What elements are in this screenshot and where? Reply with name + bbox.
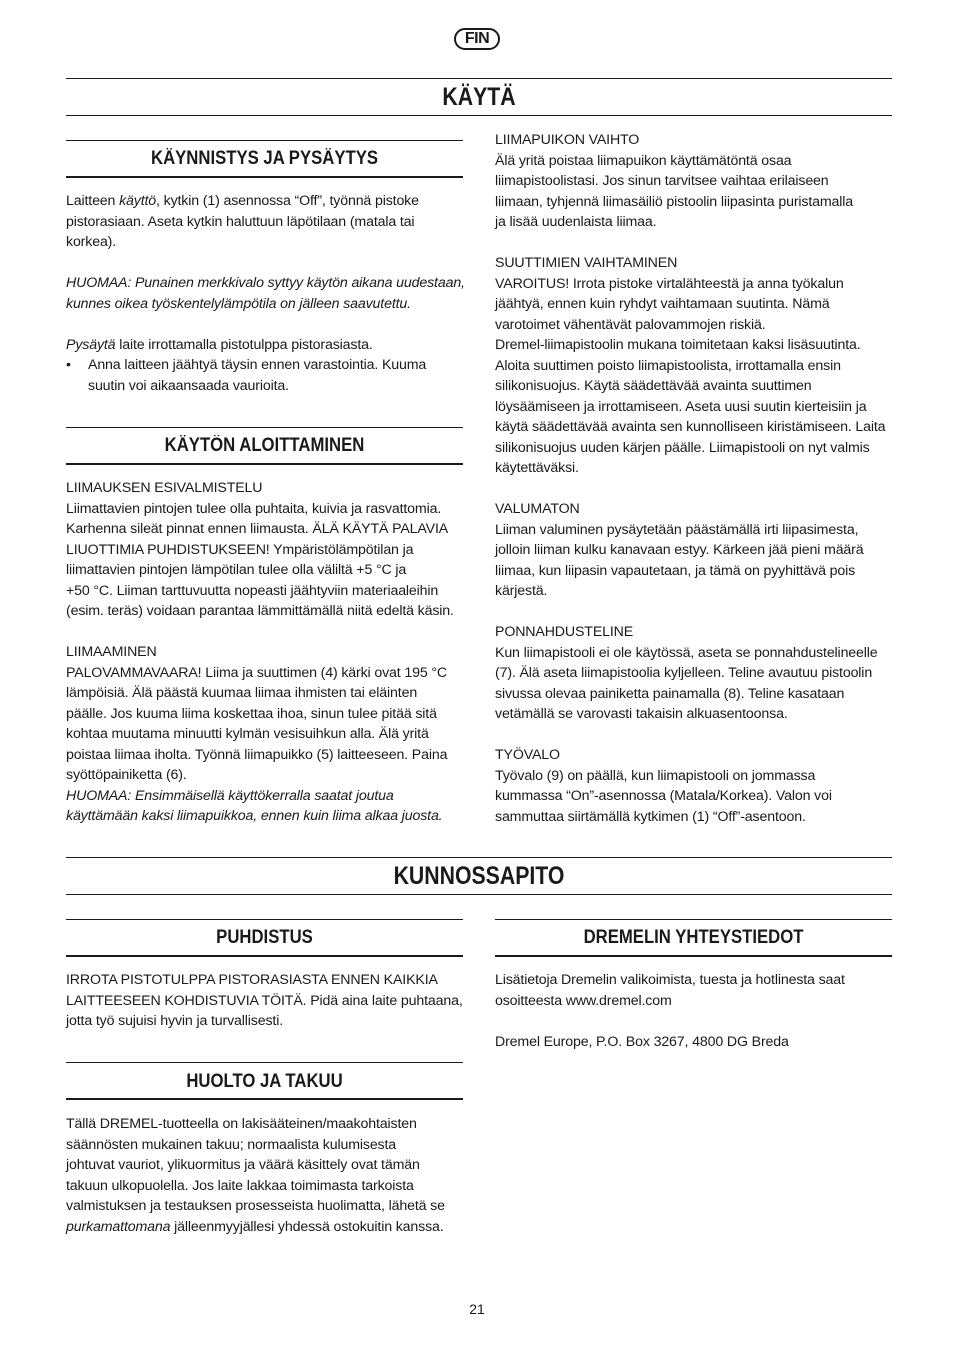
divider (66, 857, 892, 858)
kayta-right-column: LIIMAPUIKON VAIHTO Älä yritä poistaa liimapuikon käyttämätöntä osaa liimapistoolistasi. Jos sinun tarvitsee vaihtaa erilaiseen liimaan, tyhjennä liimasäiliö pistoolin liipasinta puristamalla ja lisää uudenlaista liimaa. SUUTTIMIEN VAIHTAMINEN VAROITUS! Irrota pistoke virtalähteestä ja anna työkalun jäähtyä, ennen kuin ryhdyt vaihtamaan suutinta. Nämä varotoimet vähentävät palovammojen riskiä. Dremel-liimapistoolin mukana toimitetaan kaksi lisäsuutinta. Aloita suuttimen poisto liimapistoolista, irrottamalla ensin silikonisuojus. Käytä säädettävää avainta suuttimen löysäämiseen ja irrottamiseen. Aseta uusi suutin kierteisiin ja käytä säädettävää avainta sen kunnolliseen kiristämiseen. Laita silikonisuojus uuden kärjen päälle. Liimapistooli on nyt valmis käytettäväksi. VALUMATON Liiman valuminen pysäytetään päästämällä irti liipasimesta, jolloin liiman kulku kanavaan estyy. Kärkeen jää pieni määrä liimaa, kun liipasin vapautetaan, ja tämä on pyyhittävä pois kärjestä. PONNAHDUSTELINE Kun liimapistooli ei ole käytössä, aseta se ponnahdustelineelle (7). Älä aseta liimapistoolia kyljelleen. Teline avautuu pistoolin sivussa olevaa painiketta painamalla (8). Teline kasataan vetämällä se varovasti takaisin alkuasentoonsa. TYÖVALO Työvalo (9) on päällä, kun liimapistooli on jommassa kummassa “On”-asennossa (Matala/Korkea). Valon voi sammuttaa siirtämällä kytkimen (1) “Off”-asentoon. (495, 132, 886, 825)
subsection-title-aloittaminen: KÄYTÖN ALOITTAMINEN (164, 435, 365, 456)
divider (66, 78, 892, 79)
section-title-kunnossapito: KUNNOSSAPITO (393, 862, 565, 890)
divider (495, 955, 892, 957)
list-item: • Anna laitteen jäähtyä täysin ennen varastointia. Kuuma suutin voi aikaansaada vaurioita. (66, 357, 427, 394)
divider (66, 463, 463, 465)
subsection-title-puhdistus: PUHDISTUS (216, 927, 313, 948)
subsection-title-huolto: HUOLTO JA TAKUU (186, 1071, 343, 1092)
puhdistus-body: IRROTA PISTOTULPPA PISTORASIASTA ENNEN KAIKKIA LAITTEESEEN KOHDISTUVIA TÖITÄ. Pidä aina laite puhtaana, jotta työ sujuisi hyvin ja turvallisesti. (66, 972, 463, 1029)
divider (66, 1062, 463, 1063)
divider (66, 1098, 463, 1100)
subsection-title-yhteystiedot: DREMELIN YHTEYSTIEDOT (583, 927, 804, 948)
page-number: 21 (469, 1301, 485, 1317)
language-badge: FIN (454, 28, 500, 50)
divider (495, 919, 892, 920)
divider (66, 955, 463, 957)
divider (66, 140, 463, 141)
divider (66, 894, 892, 895)
divider (66, 115, 892, 116)
kaynnistys-body: Laitteen käyttö, kytkin (1) asennossa “Off”, työnnä pistoke pistorasiaan. Aseta kytkin haluttuun läpötilaan (matala tai korkea). HUOMAA: Punainen merkkivalo syttyy käytön aikana uudestaan, kunnes oikea työskentelylämpötila on jälleen saavutettu. Pysäytä laite irrottamalla pistotulppa pistorasiasta. • Anna laitteen jäähtyä täysin ennen varastointia. Kuuma suutin voi aikaansaada vaurioita. (66, 191, 466, 396)
divider (66, 176, 463, 178)
divider (66, 427, 463, 428)
subsection-title-kaynnistys: KÄYNNISTYS JA PYSÄYTYS (150, 148, 379, 169)
divider (66, 919, 463, 920)
section-title-kayta: KÄYTÄ (442, 83, 516, 111)
yhteystiedot-body: Lisätietoja Dremelin valikoimista, tuesta ja hotlinesta saat osoitteesta www.dremel.com Dremel Europe, P.O. Box 3267, 4800 DG Breda (495, 972, 845, 1050)
huolto-body: Tällä DREMEL-tuotteella on lakisääteinen/maakohtaisten säännösten mukainen takuu; normaalista kulumisesta johtuvat vauriot, ylikuormitus ja väärä käsittely ovat tämän takuun ulkopuolella. Jos laite lakkaa toimimasta tarkoista valmistuksen ja testauksen prosesseista huolimatta, lähetä se purkamattomana jälleenmyyjällesi yhdessä ostokuitin kanssa. (66, 1116, 445, 1235)
aloittaminen-body: LIIMAUKSEN ESIVALMISTELU Liimattavien pintojen tulee olla puhtaita, kuivia ja rasvattomia. Karhenna sileät pinnat ennen liimausta. ÄLÄ KÄYTÄ PALAVIA LIUOTTIMIA PUHDISTUKSEEN! Ympäristölämpötilan ja liimattavien pintojen lämpötilan tulee olla väliltä +5 °C ja +50 °C. Liiman tarttuvuutta nopeasti jäähtyviin materiaaleihin (esim. teräs) voidaan parantaa lämmittämällä niitä edeltä käsin. LIIMAAMINEN PALOVAMMAVAARA! Liima ja suuttimen (4) kärki ovat 195 °C lämpöisiä. Älä päästä kuumaa liimaa ihmisten tai eläinten päälle. Jos kuuma liima koskettaa ihoa, sinun tulee pitää sitä kohtaa muutama minuutti kylmän vesisuihkun alla. Älä yritä poistaa liimaa iholta. Työnnä liimapuikko (5) laitteeseen. Paina syöttöpainiketta (6). HUOMAA: Ensimmäisellä käyttökerralla saatat joutua käyttämään kaksi liimapuikkoa, ennen kuin liima alkaa juosta. (66, 480, 454, 824)
